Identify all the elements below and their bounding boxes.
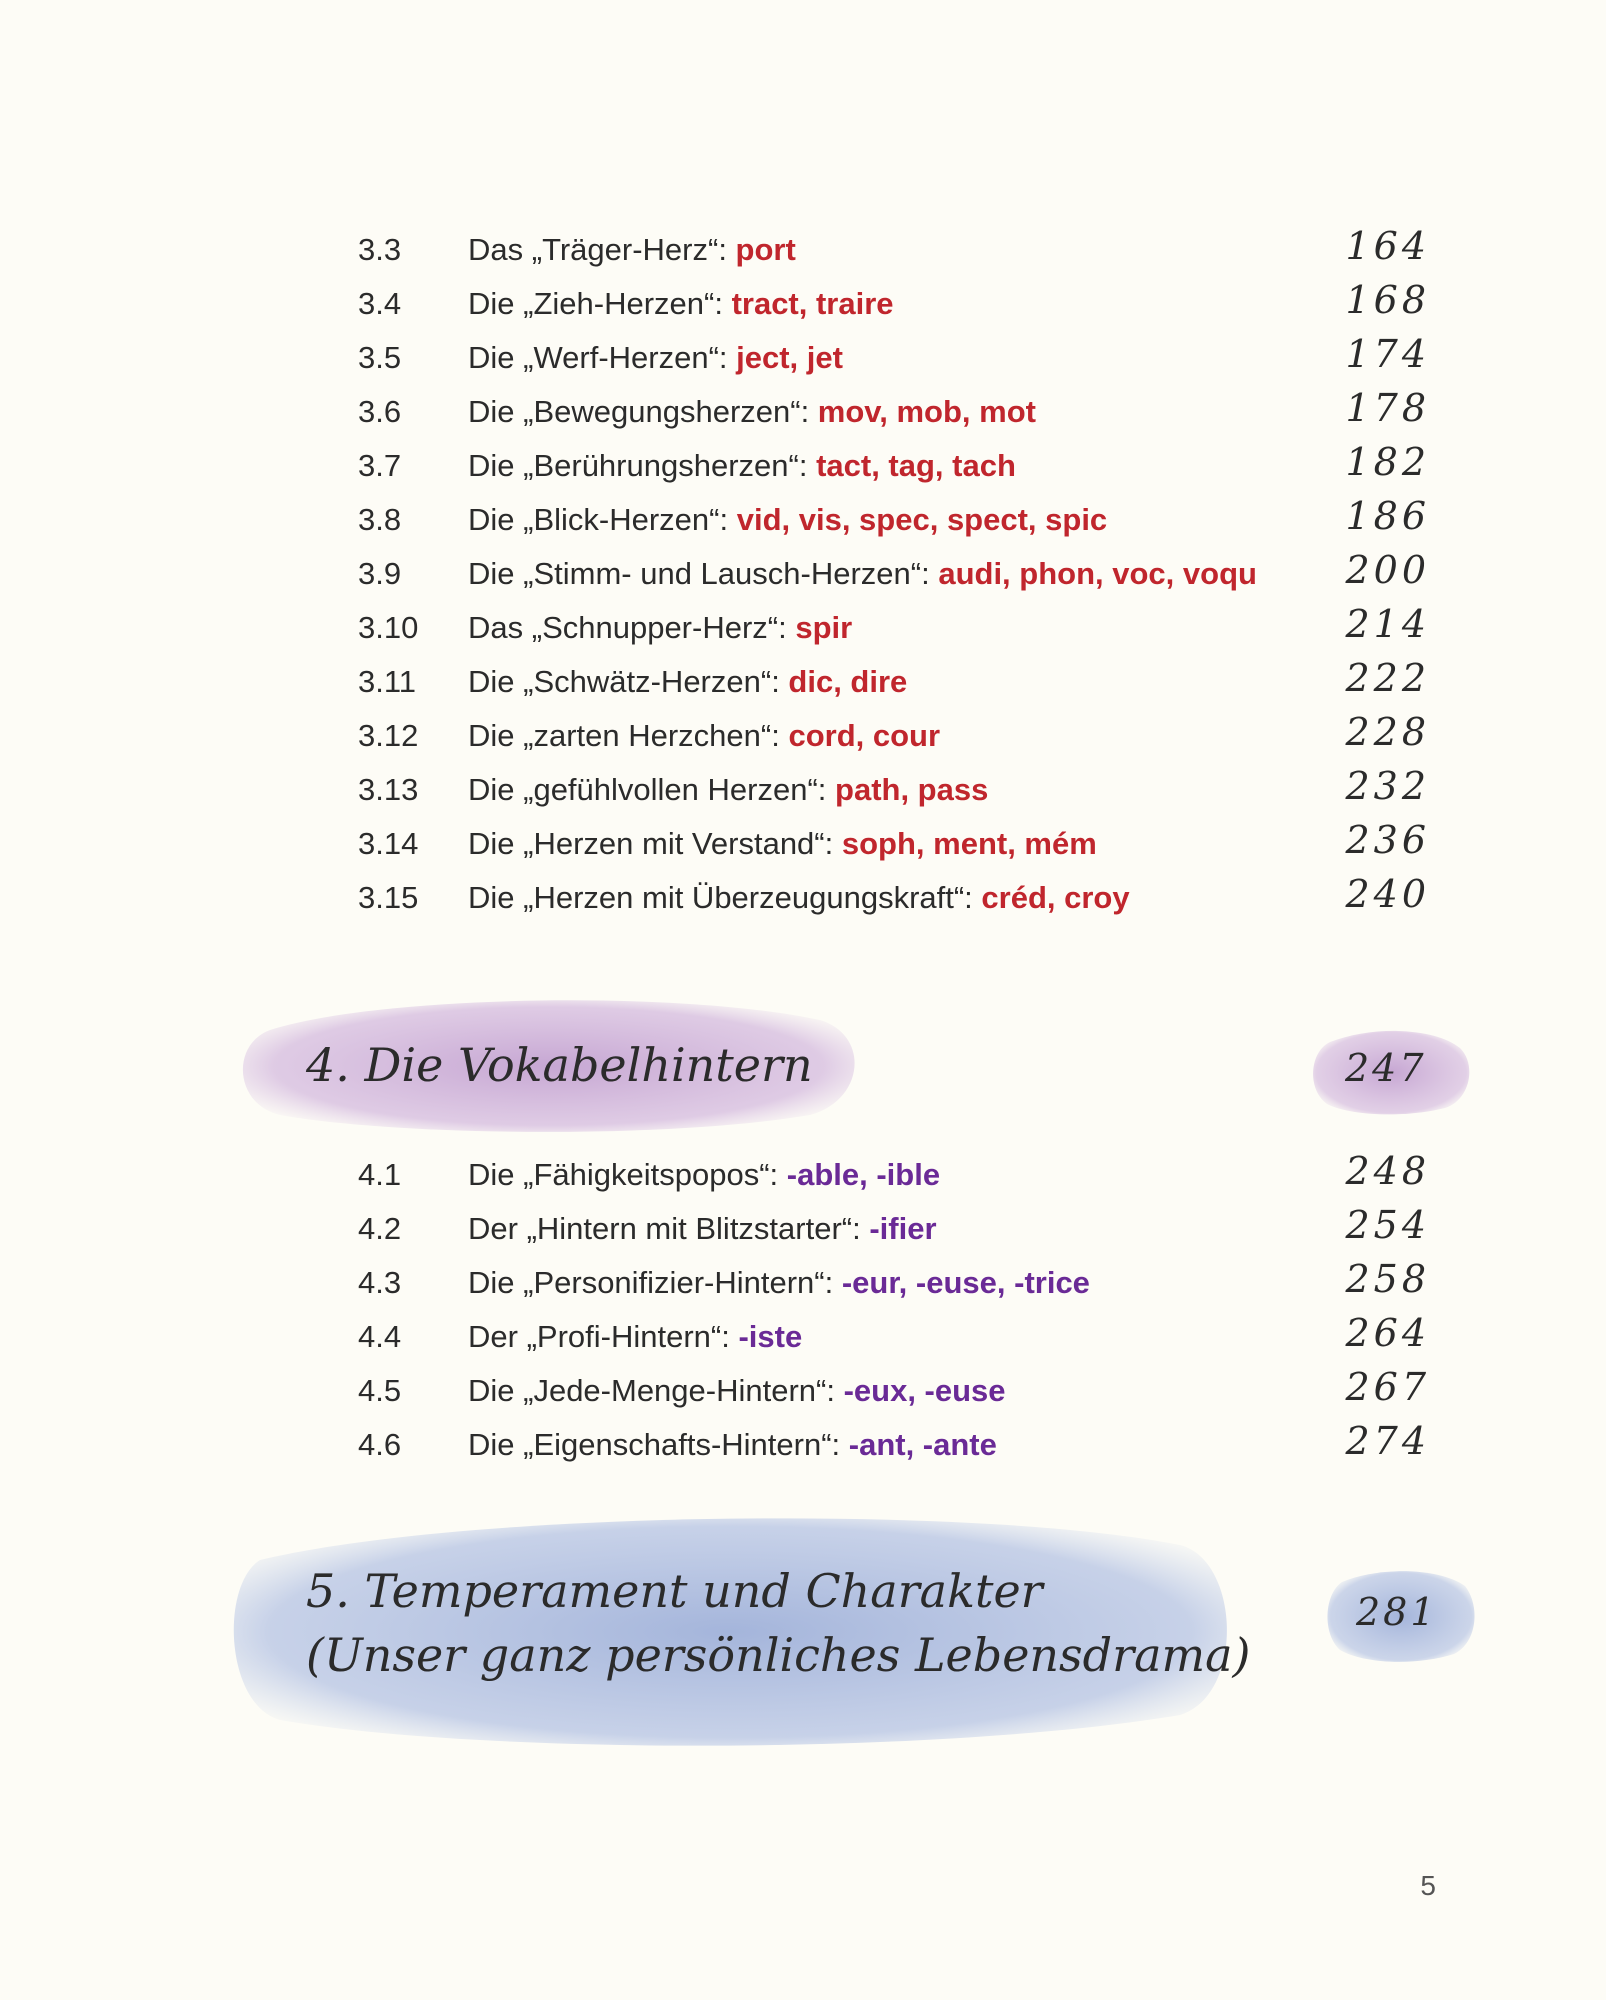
- chapter-5-heading: [220, 1505, 1251, 1755]
- toc-entry: [0, 222, 1606, 276]
- toc-entry-title-text: Die „zarten Herzchen“:: [468, 718, 789, 753]
- toc-entry-number: 3.11: [358, 664, 417, 699]
- toc-entry-keywords: -ifier: [869, 1211, 937, 1246]
- toc-entry-page: 240: [1345, 872, 1430, 916]
- toc-entry-number: 3.7: [358, 448, 402, 483]
- toc-entry-title-text: Die „Zieh-Herzen“:: [468, 286, 732, 321]
- toc-entry-page: 267: [1345, 1365, 1430, 1409]
- toc-entry: [0, 870, 1606, 924]
- chapter-5-page: 281: [1356, 1590, 1438, 1634]
- toc-entry: [0, 546, 1606, 600]
- toc-entry: [0, 600, 1606, 654]
- chapter-5-page-badge: [1320, 1560, 1480, 1670]
- toc-entry: [0, 762, 1606, 816]
- toc-entry-page: 178: [1345, 386, 1430, 430]
- toc-entry-title-text: Die „Berührungsherzen“:: [468, 448, 817, 483]
- toc-entry-keywords: audi, phon, voc, voqu: [938, 556, 1257, 591]
- toc-entry: [0, 708, 1606, 762]
- toc-entry-page: 258: [1345, 1257, 1430, 1301]
- toc-entry: [0, 492, 1606, 546]
- toc-entry-title: [468, 1373, 1006, 1409]
- chapter-4-page-badge: [1305, 1020, 1475, 1120]
- toc-entry-title-text: Die „Herzen mit Überzeugungskraft“:: [468, 880, 982, 915]
- toc-entry-title-text: Der „Profi-Hintern“:: [468, 1319, 739, 1354]
- toc-entry-title: [468, 232, 796, 268]
- toc-entry-number: 3.5: [358, 340, 402, 375]
- toc-entry: [0, 1255, 1606, 1309]
- toc-entry-title: [468, 448, 1016, 484]
- toc-entry-title: [468, 610, 852, 646]
- toc-entry-keywords: soph, ment, mém: [841, 826, 1097, 861]
- toc-entry-title: [468, 880, 1130, 916]
- toc-entry-title: [468, 826, 1097, 862]
- toc-entry-number: 3.13: [358, 772, 419, 807]
- toc-entry-title: [468, 772, 988, 808]
- toc-entry-page: 264: [1345, 1311, 1430, 1355]
- toc-entry-title-text: Die „Werf-Herzen“:: [468, 340, 737, 375]
- toc-entry: [0, 1417, 1606, 1471]
- toc-entry-title: [468, 394, 1036, 430]
- toc-entry-keywords: -eur, -euse, -trice: [841, 1265, 1090, 1300]
- toc-entry-number: 3.9: [358, 556, 402, 591]
- toc-entry-keywords: -iste: [738, 1319, 803, 1354]
- toc-entry-title: [468, 1265, 1090, 1301]
- toc-entry-page: 214: [1345, 602, 1430, 646]
- toc-entry: [0, 1147, 1606, 1201]
- section-4-list: [0, 1147, 1606, 1471]
- toc-entry-title: [468, 1427, 997, 1463]
- toc-entry-title: [468, 340, 843, 376]
- toc-entry-number: 3.12: [358, 718, 419, 753]
- toc-entry: [0, 1309, 1606, 1363]
- toc-entry-number: 4.4: [358, 1319, 402, 1354]
- toc-entry-page: 200: [1345, 548, 1430, 592]
- toc-entry-keywords: spir: [795, 610, 853, 645]
- toc-entry-title: [468, 1157, 940, 1193]
- toc-entry-title-text: Die „Bewegungsherzen“:: [468, 394, 818, 429]
- toc-entry: [0, 1363, 1606, 1417]
- toc-entry-keywords: dic, dire: [788, 664, 908, 699]
- toc-entry-title: [468, 286, 894, 322]
- toc-entry-number: 4.2: [358, 1211, 402, 1246]
- toc-entry-number: 3.3: [358, 232, 402, 267]
- toc-entry-keywords: -eux, -euse: [843, 1373, 1006, 1408]
- toc-entry: [0, 654, 1606, 708]
- toc-entry-title: [468, 718, 940, 754]
- toc-entry-page: 164: [1345, 224, 1430, 268]
- toc-entry-number: 4.1: [358, 1157, 402, 1192]
- toc-entry-keywords: vid, vis, spec, spect, spic: [736, 502, 1108, 537]
- toc-entry-title: [468, 664, 907, 700]
- toc-entry-title-text: Die „Blick-Herzen“:: [468, 502, 737, 537]
- toc-entry-title: [468, 556, 1257, 592]
- toc-entry-title-text: Die „Jede-Menge-Hintern“:: [468, 1373, 844, 1408]
- section-3-list: [0, 222, 1606, 924]
- toc-entry-number: 3.8: [358, 502, 402, 537]
- chapter-5-title-line-2: (Unser ganz persönliches Lebensdrama): [306, 1628, 1251, 1682]
- toc-entry-page: 232: [1345, 764, 1430, 808]
- toc-entry: [0, 1201, 1606, 1255]
- toc-entry-title: [468, 1211, 937, 1247]
- toc-entry-page: 248: [1345, 1149, 1430, 1193]
- toc-entry: [0, 276, 1606, 330]
- toc-entry-number: 3.6: [358, 394, 402, 429]
- toc-entry-page: 254: [1345, 1203, 1430, 1247]
- toc-entry-number: 3.10: [358, 610, 419, 645]
- toc-entry: [0, 330, 1606, 384]
- toc-entry-title-text: Die „Schwätz-Herzen“:: [468, 664, 789, 699]
- toc-entry-keywords: tract, traire: [731, 286, 894, 321]
- toc-entry-page: 222: [1345, 656, 1430, 700]
- toc-entry-number: 4.3: [358, 1265, 402, 1300]
- toc-entry-page: 228: [1345, 710, 1430, 754]
- toc-entry-page: 186: [1345, 494, 1430, 538]
- chapter-4-page: 247: [1345, 1046, 1427, 1090]
- chapter-4-title: 4. Die Vokabelhintern: [306, 1038, 813, 1092]
- toc-entry-keywords: -ant, -ante: [848, 1427, 997, 1462]
- toc-entry-page: 274: [1345, 1419, 1430, 1463]
- toc-entry-title-text: Die „gefühlvollen Herzen“:: [468, 772, 836, 807]
- toc-entry-page: 236: [1345, 818, 1430, 862]
- toc-entry-title: [468, 1319, 802, 1355]
- toc-entry-keywords: tact, tag, tach: [816, 448, 1016, 483]
- chapter-4-heading: [230, 990, 870, 1140]
- toc-entry-keywords: mov, mob, mot: [817, 394, 1036, 429]
- toc-entry-title-text: Die „Personifizier-Hintern“:: [468, 1265, 842, 1300]
- toc-entry-number: 3.14: [358, 826, 419, 861]
- toc-entry-keywords: cord, cour: [788, 718, 941, 753]
- toc-entry-title-text: Das „Schnupper-Herz“:: [468, 610, 796, 645]
- toc-entry-number: 4.6: [358, 1427, 402, 1462]
- toc-entry-title: [468, 502, 1107, 538]
- toc-entry-keywords: path, pass: [835, 772, 989, 807]
- toc-entry-title-text: Die „Stimm- und Lausch-Herzen“:: [468, 556, 939, 591]
- toc-entry-keywords: ject, jet: [736, 340, 843, 375]
- toc-entry-title-text: Das „Träger-Herz“:: [468, 232, 736, 267]
- page-number: 5: [1420, 1870, 1436, 1901]
- toc-entry-number: 3.4: [358, 286, 402, 321]
- toc-entry-title-text: Der „Hintern mit Blitzstarter“:: [468, 1211, 870, 1246]
- toc-entry-number: 3.15: [358, 880, 419, 915]
- toc-entry: [0, 438, 1606, 492]
- toc-entry-title-text: Die „Fähigkeitspopos“:: [468, 1157, 787, 1192]
- toc-entry-page: 182: [1345, 440, 1430, 484]
- toc-entry: [0, 816, 1606, 870]
- toc-entry-title-text: Die „Eigenschafts-Hintern“:: [468, 1427, 849, 1462]
- toc-entry-page: 174: [1345, 332, 1430, 376]
- toc-entry-page: 168: [1345, 278, 1430, 322]
- chapter-5-title-line-1: 5. Temperament und Charakter: [306, 1564, 1043, 1618]
- toc-entry-number: 4.5: [358, 1373, 402, 1408]
- toc-entry-title-text: Die „Herzen mit Verstand“:: [468, 826, 842, 861]
- toc-entry-keywords: -able, -ible: [786, 1157, 941, 1192]
- toc-entry: [0, 384, 1606, 438]
- toc-entry-keywords: port: [735, 232, 796, 267]
- toc-entry-keywords: créd, croy: [981, 880, 1130, 915]
